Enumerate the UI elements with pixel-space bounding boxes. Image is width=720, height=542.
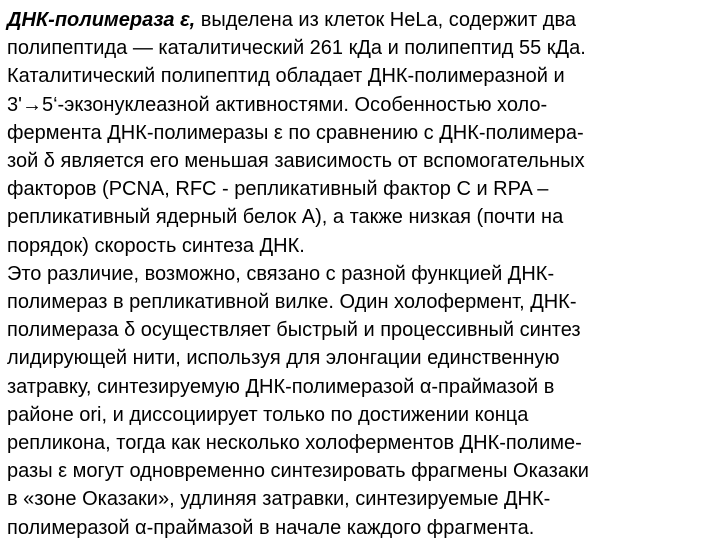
text-line-13: лидирующей нити, используя для элонгации единственную: [7, 347, 560, 370]
text-line-6: зой δ является его меньшая зависимость от вспомогательных: [7, 150, 585, 173]
text-line-7: факторов (PCNA, RFC - репликативный фактор С и RPA –: [7, 178, 549, 201]
text-line-12: полимераза δ осуществляет быстрый и процессивный синтез: [7, 319, 581, 342]
text-line-4: 3'→5‘-экзонуклеазной активностями. Особенностью холо-: [7, 93, 548, 116]
text-line-8: репликативный ядерный белок А), а также низкая (почти на: [7, 206, 564, 229]
text-line-3: Каталитический полипептид обладает ДНК-полимеразной и: [7, 65, 565, 88]
line-1-rest: выделена из клеток HeLa, содержит два: [195, 9, 576, 31]
text-line-16: репликона, тогда как несколько холоферментов ДНК-полиме-: [7, 432, 582, 455]
text-line-17: разы ε могут одновременно синтезировать фрагмены Оказаки: [7, 460, 589, 483]
text-line-15: районе ori, и диссоциирует только по достижении конца: [7, 403, 529, 426]
term-dna-polymerase-epsilon: ДНК-полимераза ε,: [7, 9, 196, 31]
text-line-14: затравку, синтезируемую ДНК-полимеразой α-праймазой в: [7, 375, 555, 398]
text-line-1: [7, 6, 708, 34]
text-line-18: в «зоне Оказаки», удлиняя затравки, синтезируемые ДНК-: [7, 488, 551, 511]
text-line-5: фермента ДНК-полимеразы ε по сравнению с ДНК-полимера-: [7, 121, 584, 144]
text-line-9: порядок) скорость синтеза ДНК.: [7, 234, 305, 257]
text-line-2: полипептида — каталитический 261 кДа и полипептид 55 кДа.: [7, 37, 586, 60]
text-line-19: полимеразой α-праймазой в начале каждого фрагмента.: [7, 516, 535, 539]
text-line-11: полимераз в репликативной вилке. Один холофермент, ДНК-: [7, 291, 577, 314]
text-line-10: Это различие, возможно, связано с разной функцией ДНК-: [7, 262, 555, 285]
